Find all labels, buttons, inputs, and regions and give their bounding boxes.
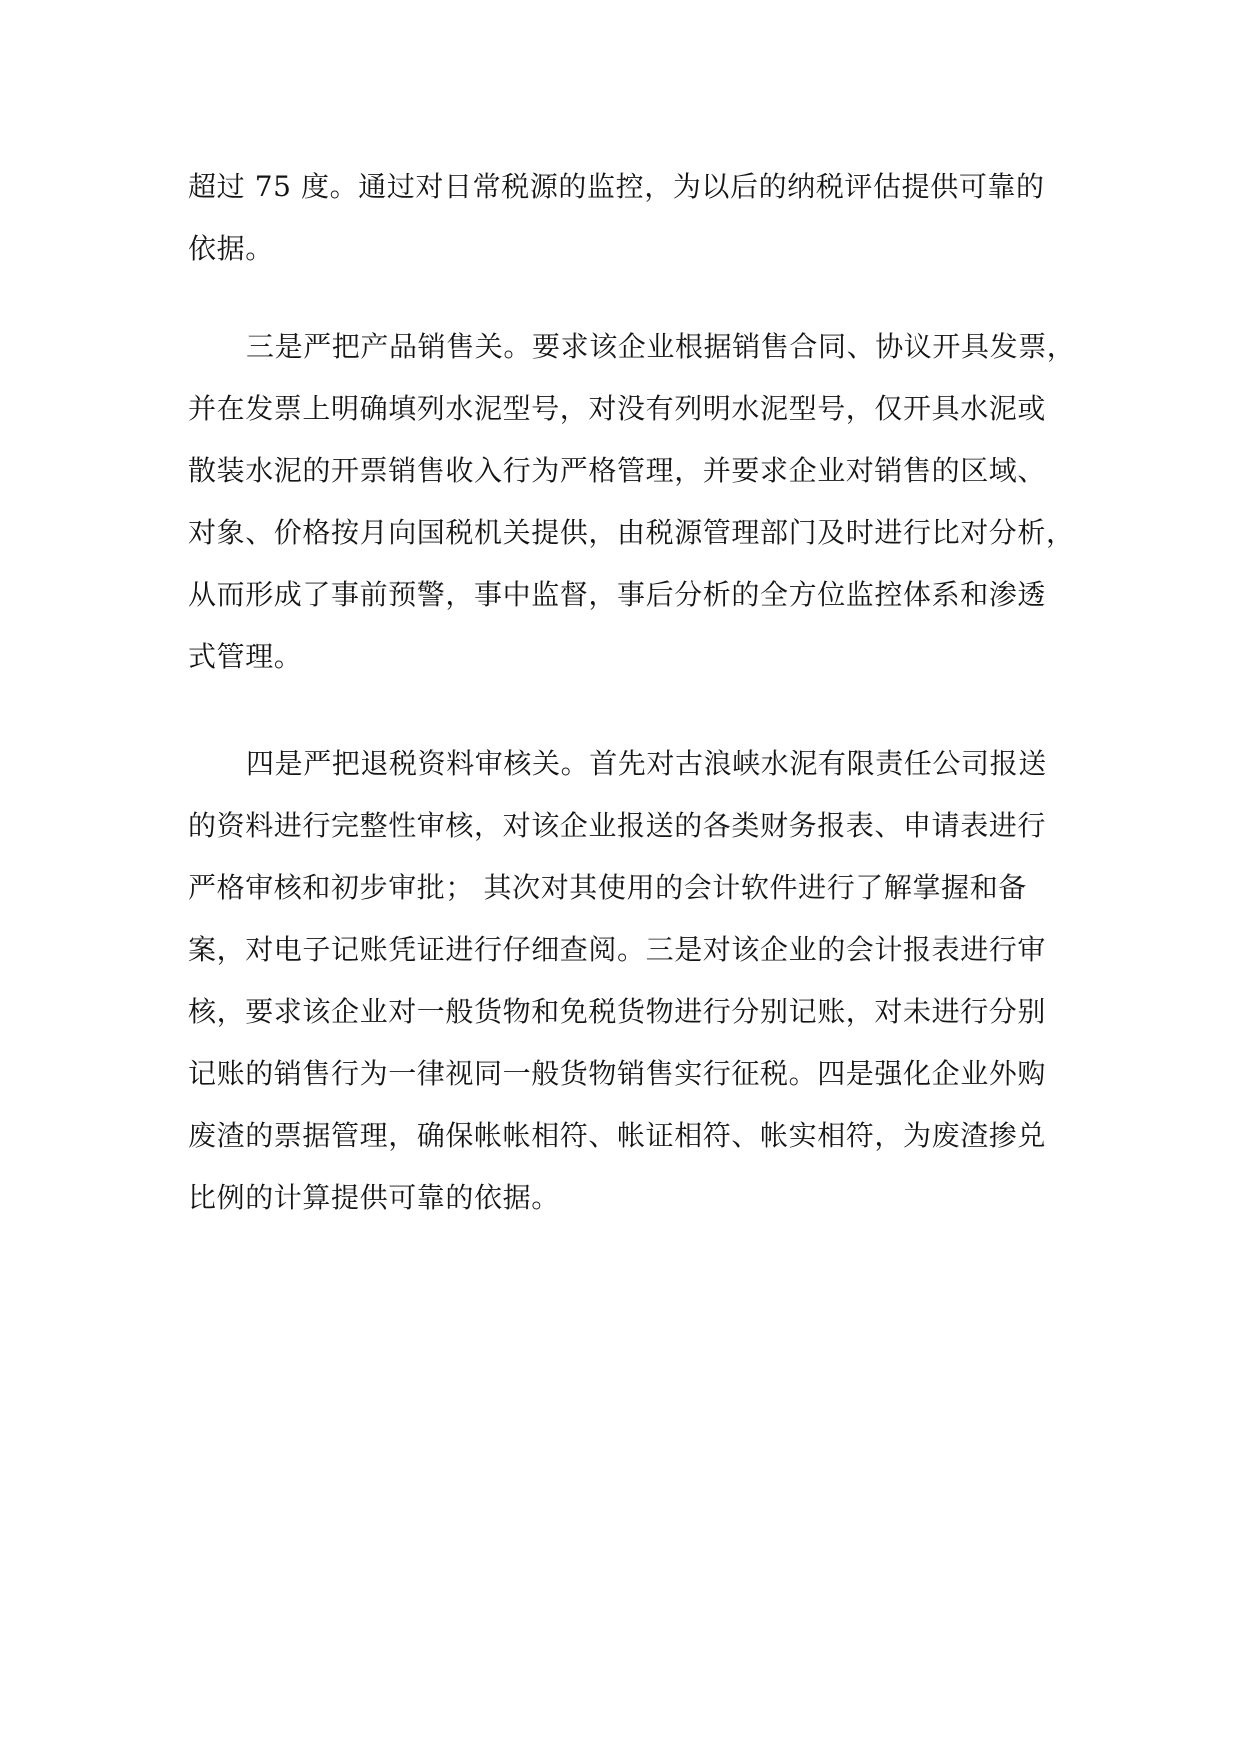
paragraph-line: 比例的计算提供可靠的依据。 — [188, 1181, 560, 1214]
paragraph-line: 废渣的票据管理，确保帐帐相符、帐证相符、帐实相符，为废渣掺兑 — [188, 1119, 1047, 1152]
paragraph-line: 核，要求该企业对一般货物和免税货物进行分别记账，对未进行分别 — [188, 995, 1047, 1028]
paragraph-line: 三是严把产品销售关。要求该企业根据销售合同、协议开具发票， — [246, 330, 1076, 363]
paragraph-line: 从而形成了事前预警，事中监督，事后分析的全方位监控体系和渗透 — [188, 578, 1047, 611]
paragraph-line: 对象、价格按月向国税机关提供，由税源管理部门及时进行比对分析， — [188, 516, 1075, 549]
paragraph-1 — [188, 156, 1058, 280]
paragraph-line: 严格审核和初步审批； 其次对其使用的会计软件进行了解掌握和备 — [188, 871, 1027, 904]
paragraph-line: 依据。 — [188, 232, 274, 265]
paragraph-line: 超过 75 度。通过对日常税源的监控，为以后的纳税评估提供可靠的 — [188, 170, 1045, 203]
paragraph-line: 案，对电子记账凭证进行仔细查阅。三是对该企业的会计报表进行审 — [188, 933, 1047, 966]
paragraph-line: 式管理。 — [188, 640, 303, 673]
paragraph-line: 四是严把退税资料审核关。首先对古浪峡水泥有限责任公司报送 — [246, 747, 1047, 780]
paragraph-line: 并在发票上明确填列水泥型号，对没有列明水泥型号，仅开具水泥或 — [188, 392, 1047, 425]
paragraph-line: 的资料进行完整性审核，对该企业报送的各类财务报表、申请表进行 — [188, 809, 1047, 842]
paragraph-2 — [188, 316, 1076, 688]
paragraph-line: 记账的销售行为一律视同一般货物销售实行征税。四是强化企业外购 — [188, 1057, 1047, 1090]
paragraph-line: 散装水泥的开票销售收入行为严格管理，并要求企业对销售的区域、 — [188, 454, 1047, 487]
paragraph-3 — [188, 733, 1058, 1229]
